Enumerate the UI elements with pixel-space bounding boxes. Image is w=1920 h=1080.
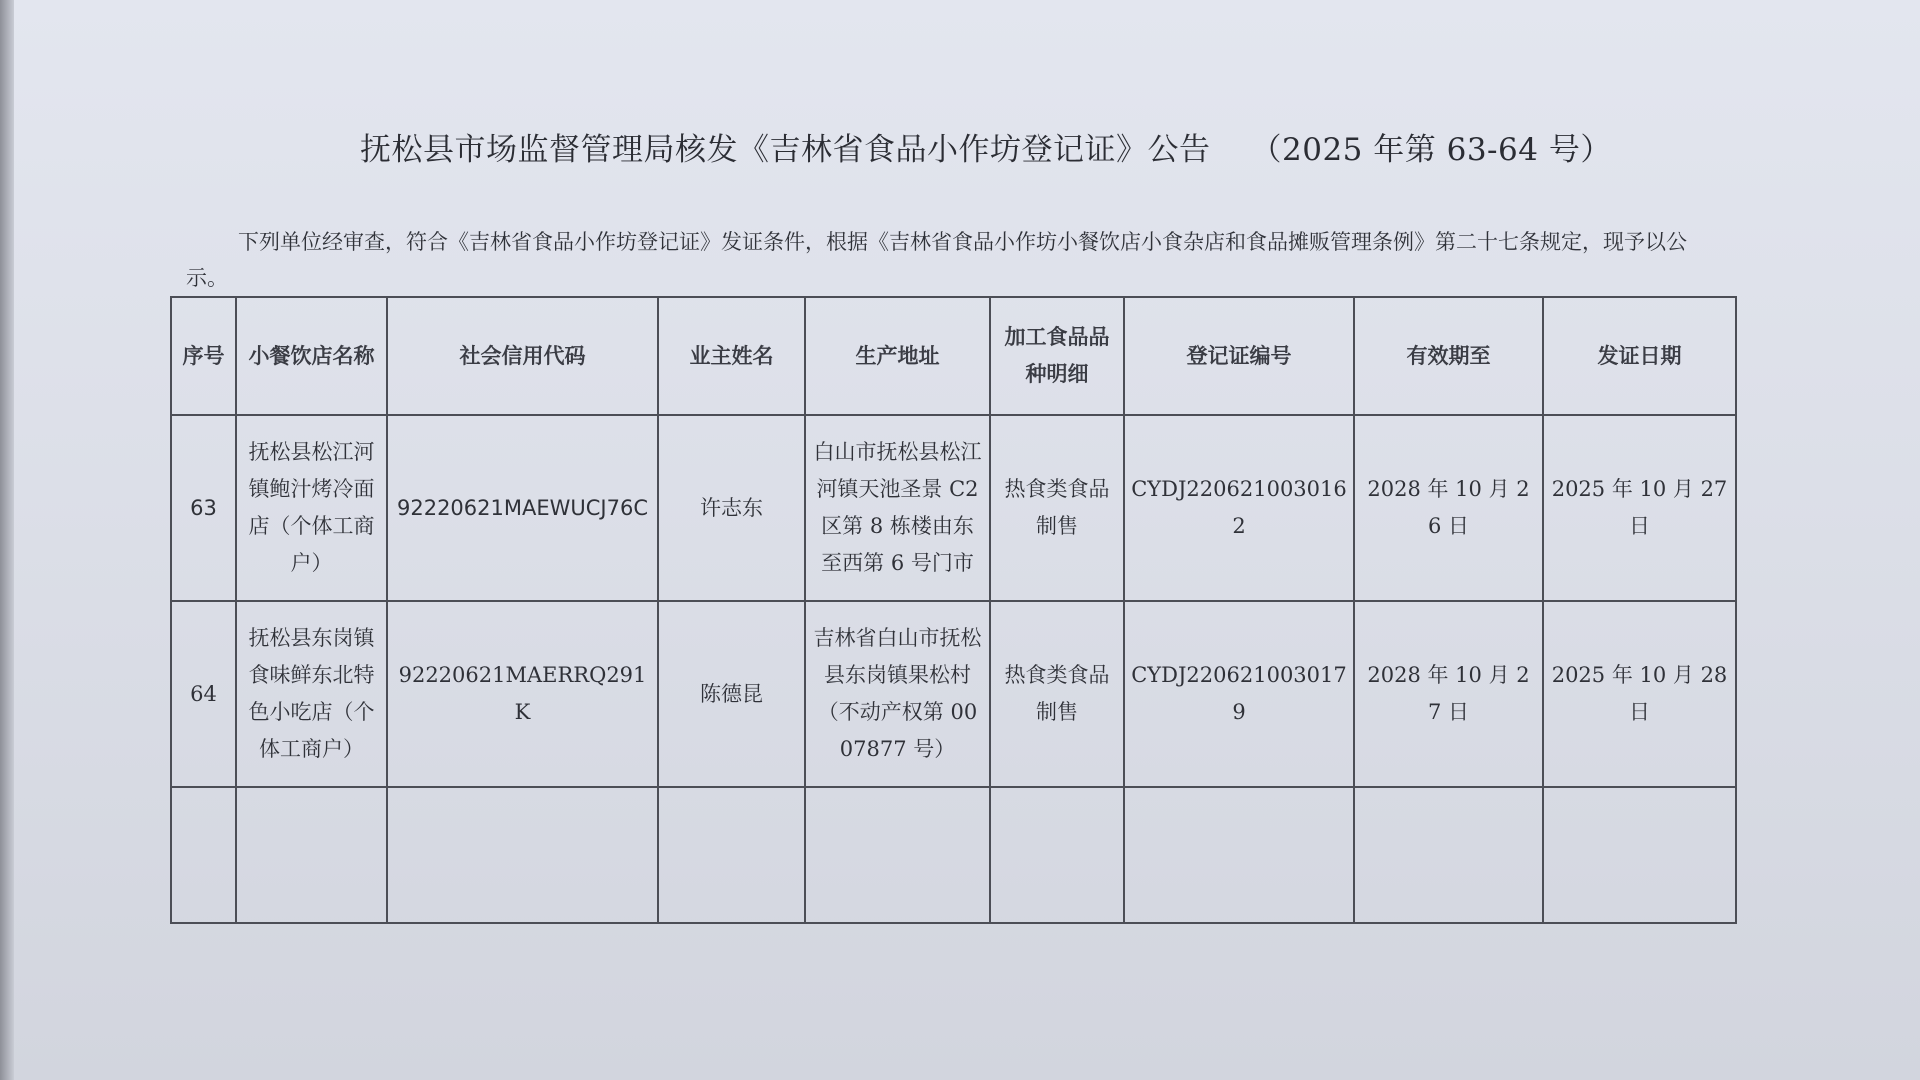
registry-table: [170, 296, 1737, 924]
row-address: 吉林省白山市抚松县东岗镇果松村（不动产权第 0007877 号）: [805, 601, 990, 787]
header-valid-until: 有效期至: [1354, 297, 1543, 415]
row-issue-date: 2025 年 10 月 28 日: [1543, 601, 1736, 787]
row-license-number: CYDJ2206210030162: [1124, 415, 1354, 601]
intro-paragraph: 下列单位经审查，符合《吉林省食品小作坊登记证》发证条件，根据《吉林省食品小作坊小餐饮店小食杂店和食品摊贩管理条例》第二十七条规定，现予以公示。: [186, 230, 1687, 290]
table-row: [171, 415, 1736, 601]
header-address: 生产地址: [805, 297, 990, 415]
row-address: 白山市抚松县松江河镇天池圣景 C2 区第 8 栋楼由东至西第 6 号门市: [805, 415, 990, 601]
empty-cell: [1354, 787, 1543, 923]
table-row: [171, 601, 1736, 787]
header-owner-name: 业主姓名: [658, 297, 805, 415]
row-index: 63: [171, 415, 236, 601]
row-credit-code: 92220621MAEWUCJ76C: [387, 415, 658, 601]
empty-cell: [658, 787, 805, 923]
title-main: 抚松县市场监督管理局核发《吉林省食品小作坊登记证》公告: [360, 132, 1211, 168]
row-index: 64: [171, 601, 236, 787]
empty-cell: [1124, 787, 1354, 923]
row-issue-date: 2025 年 10 月 27 日: [1543, 415, 1736, 601]
empty-table-row: [171, 787, 1736, 923]
paper-left-edge: [0, 0, 14, 1080]
empty-cell: [387, 787, 658, 923]
row-shop-name: 抚松县东岗镇食味鲜东北特色小吃店（个体工商户）: [236, 601, 387, 787]
title-issue-number: （2025 年第 63-64 号）: [1250, 132, 1612, 168]
header-shop-name: 小餐饮店名称: [236, 297, 387, 415]
header-license-number: 登记证编号: [1124, 297, 1354, 415]
table-header-row: [171, 297, 1736, 415]
header-index: 序号: [171, 297, 236, 415]
row-valid-until: 2028 年 10 月 27 日: [1354, 601, 1543, 787]
empty-cell: [236, 787, 387, 923]
row-food-type: 热食类食品制售: [990, 415, 1124, 601]
row-owner-name: 陈德昆: [658, 601, 805, 787]
row-shop-name: 抚松县松江河镇鲍汁烤冷面店（个体工商户）: [236, 415, 387, 601]
empty-cell: [990, 787, 1124, 923]
header-credit-code: 社会信用代码: [387, 297, 658, 415]
header-issue-date: 发证日期: [1543, 297, 1736, 415]
header-food-type: 加工食品品种明细: [990, 297, 1124, 415]
empty-cell: [1543, 787, 1736, 923]
row-food-type: 热食类食品制售: [990, 601, 1124, 787]
row-valid-until: 2028 年 10 月 26 日: [1354, 415, 1543, 601]
row-license-number: CYDJ2206210030179: [1124, 601, 1354, 787]
row-credit-code: 92220621MAERRQ291K: [387, 601, 658, 787]
empty-cell: [805, 787, 990, 923]
row-owner-name: 许志东: [658, 415, 805, 601]
empty-cell: [171, 787, 236, 923]
document-title: [360, 124, 1720, 169]
